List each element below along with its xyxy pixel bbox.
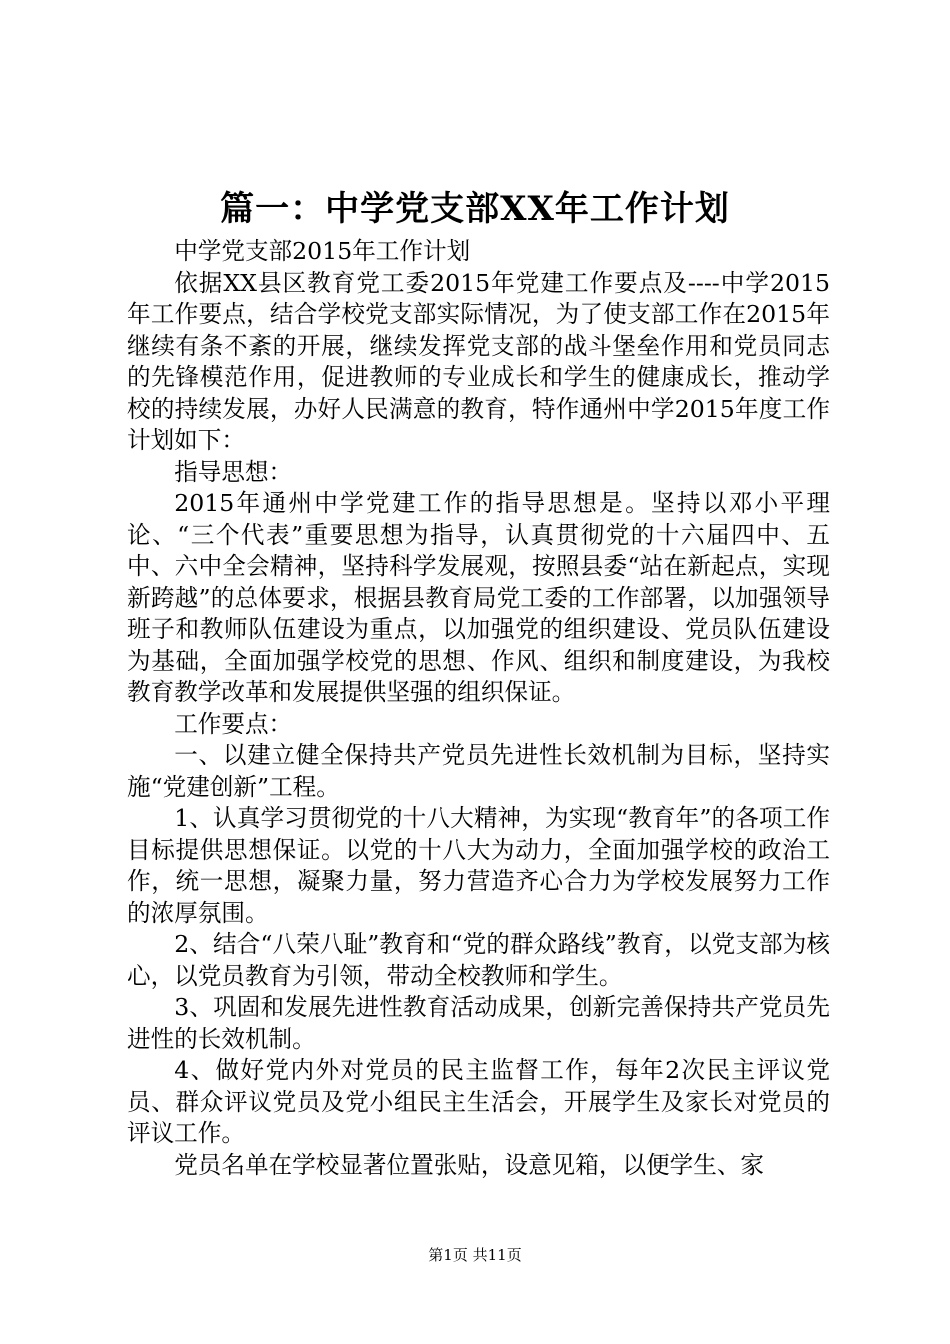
paragraph-section-one: 一、以建立健全保持共产党员先进性长效机制为目标，坚持实施“党建创新”工程。 bbox=[127, 741, 830, 801]
paragraph-heading-guiding-thought: 指导思想： bbox=[174, 457, 293, 486]
paragraph-subtitle: 中学党支部2015年工作计划 bbox=[174, 237, 471, 265]
paragraph-continuation: 党员名单在学校显著位置张贴，设意见箱，以便学生、家 bbox=[174, 1150, 765, 1179]
document-body bbox=[127, 236, 830, 1181]
paragraph-item-4: 4、做好党内外对党员的民主监督工作，每年2次民主评议党员、群众评议党员及党小组民主生活会，开展学生及家长对党员的评议工作。 bbox=[127, 1056, 830, 1147]
page-number-footer: 第1页 共11页 bbox=[428, 1246, 522, 1264]
paragraph-intro: 依据XX县区教育党工委2015年党建工作要点及----中学2015年工作要点，结合学校党支部实际情况，为了使支部工作在2015年继续有条不紊的开展，继续发挥党支部的战斗堡垒作用和党员同志的先锋模范作用，促进教师的专业成长和学生的健康成长，推动学校的持续发展，办好人民满意的教育，特作通州中学2015年度工作计划如下： bbox=[127, 268, 830, 454]
paragraph-guiding-thought: 2015年通州中学党建工作的指导思想是。坚持以邓小平理论、“三个代表”重要思想为指导，认真贯彻党的十六届四中、五中、六中全会精神，坚持科学发展观，按照县委“站在新起点，实现新跨越”的总体要求，根据县教育局党工委的工作部署，以加强领导班子和教师队伍建设为重点，以加强党的组织建设、党员队伍建设为基础，全面加强学校党的思想、作风、组织和制度建设，为我校教育教学改革和发展提供坚强的组织保证。 bbox=[127, 489, 830, 706]
paragraph-heading-work-points: 工作要点： bbox=[174, 709, 293, 738]
paragraph-item-1: 1、认真学习贯彻党的十八大精神，为实现“教育年”的各项工作目标提供思想保证。以党的十八大为动力，全面加强学校的政治工作，统一思想，凝聚力量，努力营造齐心合力为学校发展努力工作的浓厚氛围。 bbox=[127, 804, 830, 927]
paragraph-item-2: 2、结合“八荣八耻”教育和“党的群众路线”教育，以党支部为核心，以党员教育为引领，带动全校教师和学生。 bbox=[127, 930, 830, 990]
document-title: 篇一：中学党支部XX年工作计划 bbox=[220, 189, 730, 229]
paragraph-item-3: 3、巩固和发展先进性教育活动成果，创新完善保持共产党员先进性的长效机制。 bbox=[127, 993, 830, 1053]
